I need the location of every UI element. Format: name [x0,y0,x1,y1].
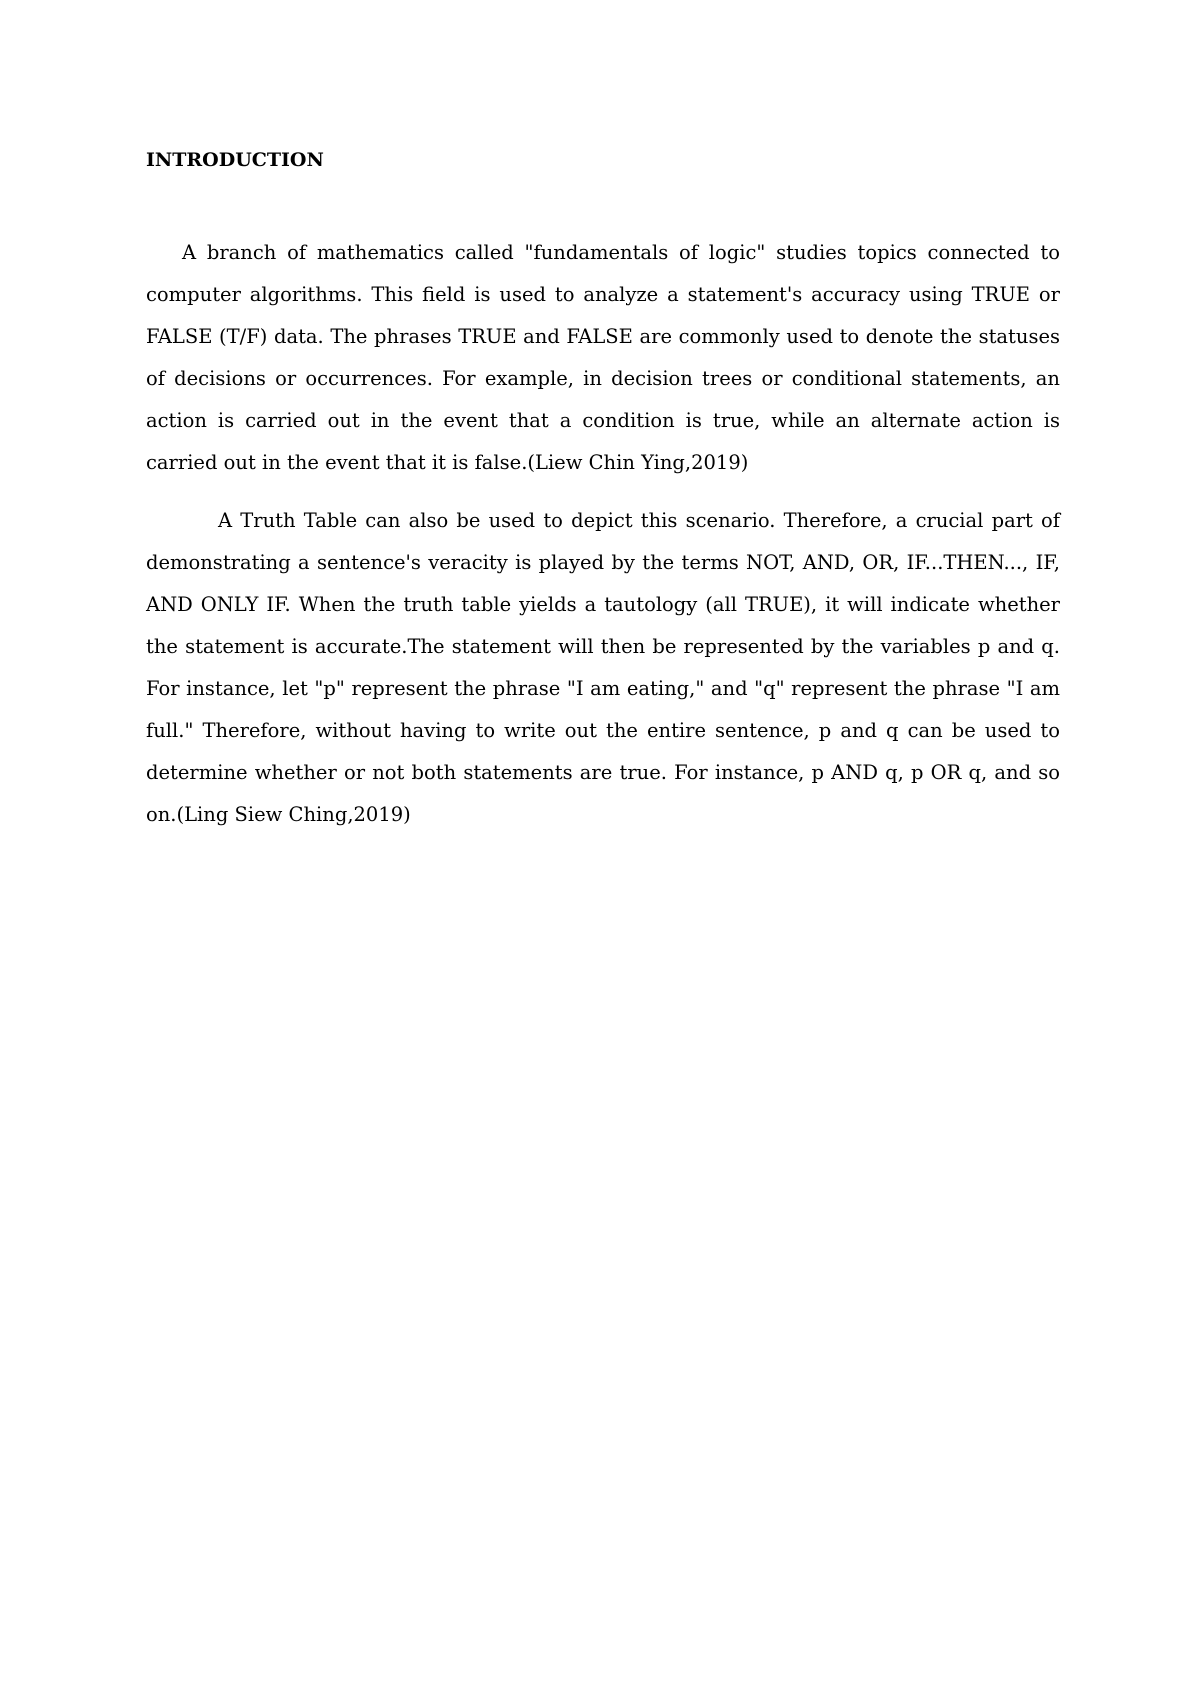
section-heading: INTRODUCTION [146,149,324,171]
body-paragraph-1: A branch of mathematics called "fundamentals of logic" studies topics connected to computer algorithms. This field is used to analyze a statement's accuracy using TRUE or FALSE (T/F) data. The phrases TRUE and FALSE are commonly used to denote the statuses of decisions or occurrences. For example, in decision trees or conditional statements, an action is carried out in the event that a condition is true, while an alternate action is carried out in the event that it is false.(Liew Chin Ying,2019) [146,241,1060,474]
body-paragraph-2: A Truth Table can also be used to depict this scenario. Therefore, a crucial part of demonstrating a sentence's veracity is played by the terms NOT, AND, OR, IF...THEN..., IF, AND ONLY IF. When the truth table yields a tautology (all TRUE), it will indicate whether the statement is accurate.The statement will then be represented by the variables p and q. For instance, let "p" represent the phrase "I am eating," and "q" represent the phrase "I am full." Therefore, without having to write out the entire sentence, p and q can be used to determine whether or not both statements are true. For instance, p AND q, p OR q, and so on.(Ling Siew Ching,2019) [146,509,1060,826]
